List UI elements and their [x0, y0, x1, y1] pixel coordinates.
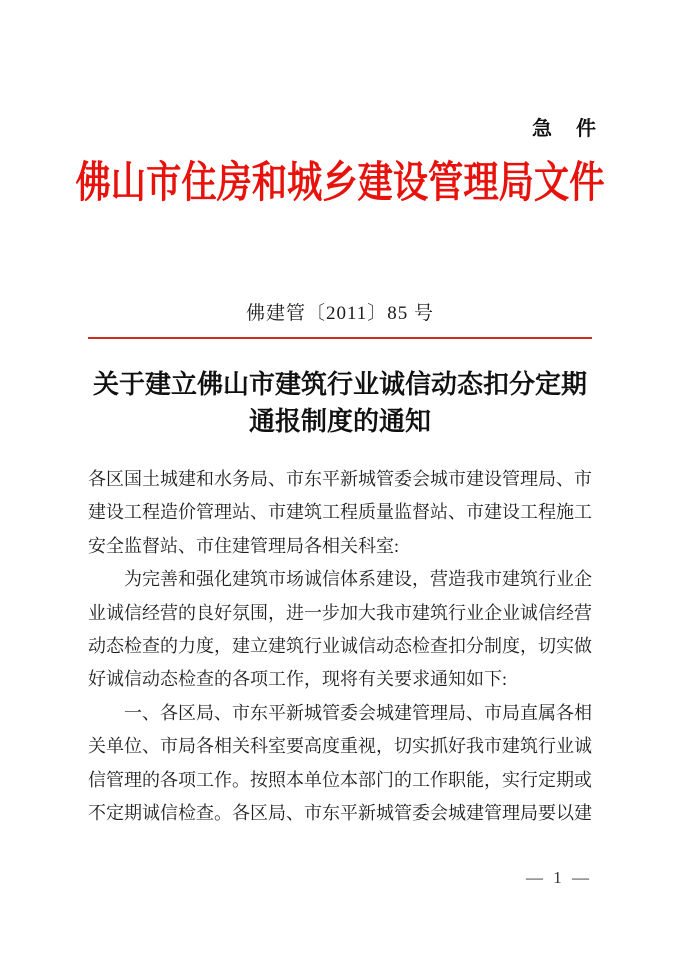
page-number: — 1 —: [526, 868, 592, 887]
document-number: 佛建管〔2011〕85 号: [245, 303, 435, 324]
urgency-label: 急 件: [532, 118, 598, 140]
body-paragraph-intro: 为完善和强化建筑市场诚信体系建设，营造我市建筑行业企业诚信经营的良好氛围，进一步加大我市建筑行业企业诚信经营动态检查的力度，建立建筑行业诚信动态检查扣分制度，切实做好诚信动态检查的各项工作，现将有关要求通知如下:: [88, 569, 592, 690]
red-divider-line: [88, 337, 592, 339]
document-title-line1: 关于建立佛山市建筑行业诚信动态扣分定期: [92, 370, 587, 399]
document-title: [40, 366, 640, 440]
document-title-line2: 通报制度的通知: [248, 407, 431, 436]
agency-header-title: 佛山市住房和城乡建设管理局文件: [75, 160, 605, 207]
addressee-paragraph: 各区国土城建和水务局、市东平新城管委会城市建设管理局、市建设工程造价管理站、市建筑工程质量监督站、市建设工程施工安全监督站、市住建管理局各相关科室:: [88, 469, 592, 556]
document-body: [88, 463, 592, 830]
body-paragraph-item-one: 一、各区局、市东平新城管委会城建管理局、市局直属各相关单位、市局各相关科室要高度重视，切实抓好我市建筑行业诚信管理的各项工作。按照本单位本部门的工作职能，实行定期或不定期诚信检查。各区局、市东平新城管委会城建管理局要以建: [88, 702, 592, 824]
